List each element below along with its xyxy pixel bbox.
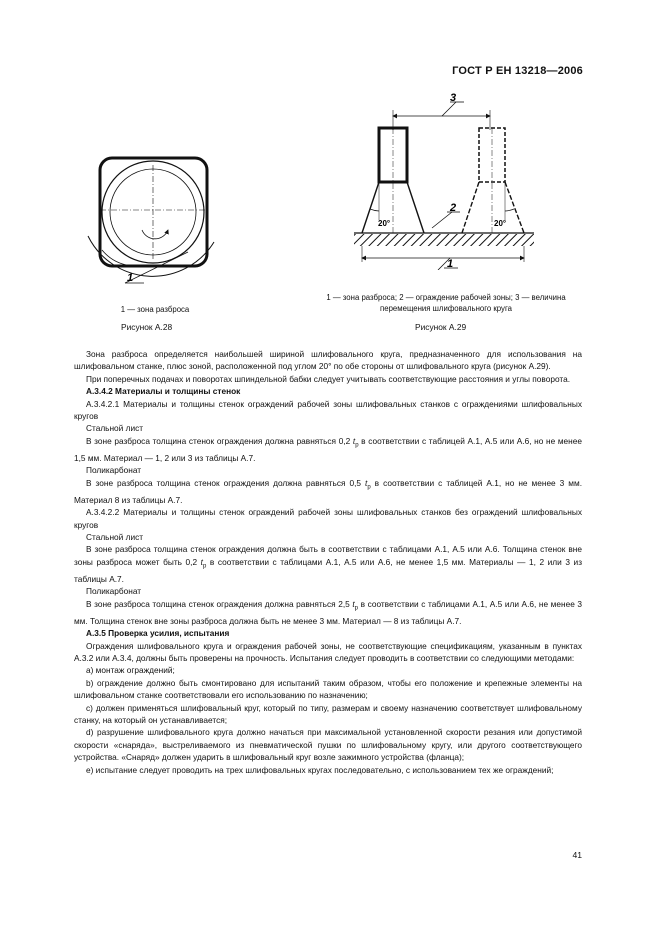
callout-1: 1 bbox=[127, 272, 134, 284]
paragraph: А.3.4.2.2 Материалы и толщины стенок ограждений рабочей зоны шлифовальных станков без ограждений шлифовальных кругов bbox=[74, 507, 582, 530]
figure-a29-legend-line1: 1 — зона разброса; 2 — ограждение рабочей зоны; 3 — величина bbox=[326, 293, 566, 302]
paragraph: В зоне разброса толщина стенок ограждения должна быть в соответствии с таблицами А.1, А.5 или А.6. Толщина стенок вне зоны разброса может быть 0,2 $t_p$ в соответствии с таблицами А.1, А.5 или А.6, не менее 1,5 мм. Материалы — 1, 2 или 3 из таблицы А.7. bbox=[74, 544, 582, 584]
list-item: с) должен применяться шлифовальный круг, который по типу, размерам и своему назначению соответствует шлифовальному станку, на который он устанавливается; bbox=[74, 702, 582, 725]
paragraph: В зоне разброса толщина стенок ограждения должна равняться 0,2 $t_p$ в соответствии с таблицей А.1, А.5 или А.6, но не менее 1,5 мм. Материал — 1, 2 или 3 из таблицы А.7. bbox=[74, 435, 582, 463]
body-text bbox=[74, 348, 582, 776]
callout-2: 2 bbox=[450, 202, 457, 214]
list-item: b) ограждение должно быть смонтировано для испытаний таким образом, чтобы его положение и крепежные элементы на шлифовальном станке соответствовали его использованию по назначению; bbox=[74, 677, 582, 701]
angle-label-left: 20° bbox=[378, 219, 391, 228]
section-heading: А.3.5 Проверка усилия, испытания bbox=[86, 628, 230, 639]
figure-a28-title: Рисунок А.28 bbox=[121, 322, 173, 332]
section-heading: А.3.4.2 Материалы и толщины стенок bbox=[86, 386, 241, 397]
paragraph: В зоне разброса толщина стенок ограждения должна равняться 0,5 $t_p$ в соответствии с таблицей А.1, но не менее 3 мм. Материал 8 из таблицы А.7. bbox=[74, 477, 583, 505]
list-item: d) разрушение шлифовального круга должно начаться при максимальной установленной скорости резания или допустимой скорости «снаряда», выстреливаемого из пневматической пушки по шлифовальному кругу, или другого соответствующего устройства. «Снаряд» должен ударить в шлифовальный круг возле зажимного устройства (фланца); bbox=[74, 727, 582, 763]
paragraph: В зоне разброса толщина стенок ограждения должна равняться 2,5 $t_p$ в соответствии с таблицами А.1, А.5 или А.6, не менее 3 мм. Толщина стенок вне зоны разброса должна быть не менее 3 мм. Материал — 8 из таблицы А.7. bbox=[74, 598, 583, 626]
material-label: Поликарбонат bbox=[86, 465, 142, 476]
paragraph: Ограждения шлифовального круга и ограждения рабочей зоны, не соответствующие спецификациям, указанным в пунктах А.3.2 или А.3.4, должны быть проверены на прочность. Испытания следует проводить в соответствии со следующими методами: bbox=[74, 640, 582, 663]
figure-a29-title: Рисунок А.29 bbox=[415, 322, 467, 332]
paragraph: При поперечных подачах и поворотах шпиндельной бабки следует учитывать соответствующие расстояния и углы поворота. bbox=[86, 373, 571, 384]
figure-a28-legend: 1 — зона разброса bbox=[120, 305, 190, 314]
material-label: Поликарбонат bbox=[86, 586, 142, 597]
callout-1b: 1 bbox=[447, 258, 454, 270]
material-label: Стальной лист bbox=[86, 423, 144, 434]
list-item: е) испытание следует проводить на трех шлифовальных кругах последовательно, с использованием тех же ограждений; bbox=[86, 764, 554, 775]
figure-a28-drawing bbox=[82, 150, 232, 290]
material-label: Стальной лист bbox=[86, 532, 144, 542]
angle-label-right: 20° bbox=[494, 219, 507, 228]
document-header: ГОСТ Р ЕН 13218—2006 bbox=[452, 65, 583, 77]
figure-a29-drawing bbox=[346, 90, 542, 270]
list-item: а) монтаж ограждений; bbox=[86, 665, 175, 676]
guard-housing bbox=[100, 158, 207, 266]
machine-table bbox=[354, 234, 534, 246]
paragraph: А.3.4.2.1 Материалы и толщины стенок ограждений рабочей зоны шлифовальных станков с ограждениями шлифовальных кругов bbox=[74, 398, 582, 422]
page-number: 41 bbox=[572, 850, 582, 860]
figure-a29-legend-line2: перемещения шлифовального круга bbox=[380, 304, 512, 313]
figure-a29-legend bbox=[310, 292, 582, 314]
callout-3: 3 bbox=[450, 92, 457, 104]
paragraph: Зона разброса определяется наибольшей шириной шлифовального круга, предназначенного для использования на шлифовальном станке, плюс зоной, расположенной под углом 20° по обе стороны от шлифовального круга (рисунок А.29). bbox=[74, 349, 582, 372]
